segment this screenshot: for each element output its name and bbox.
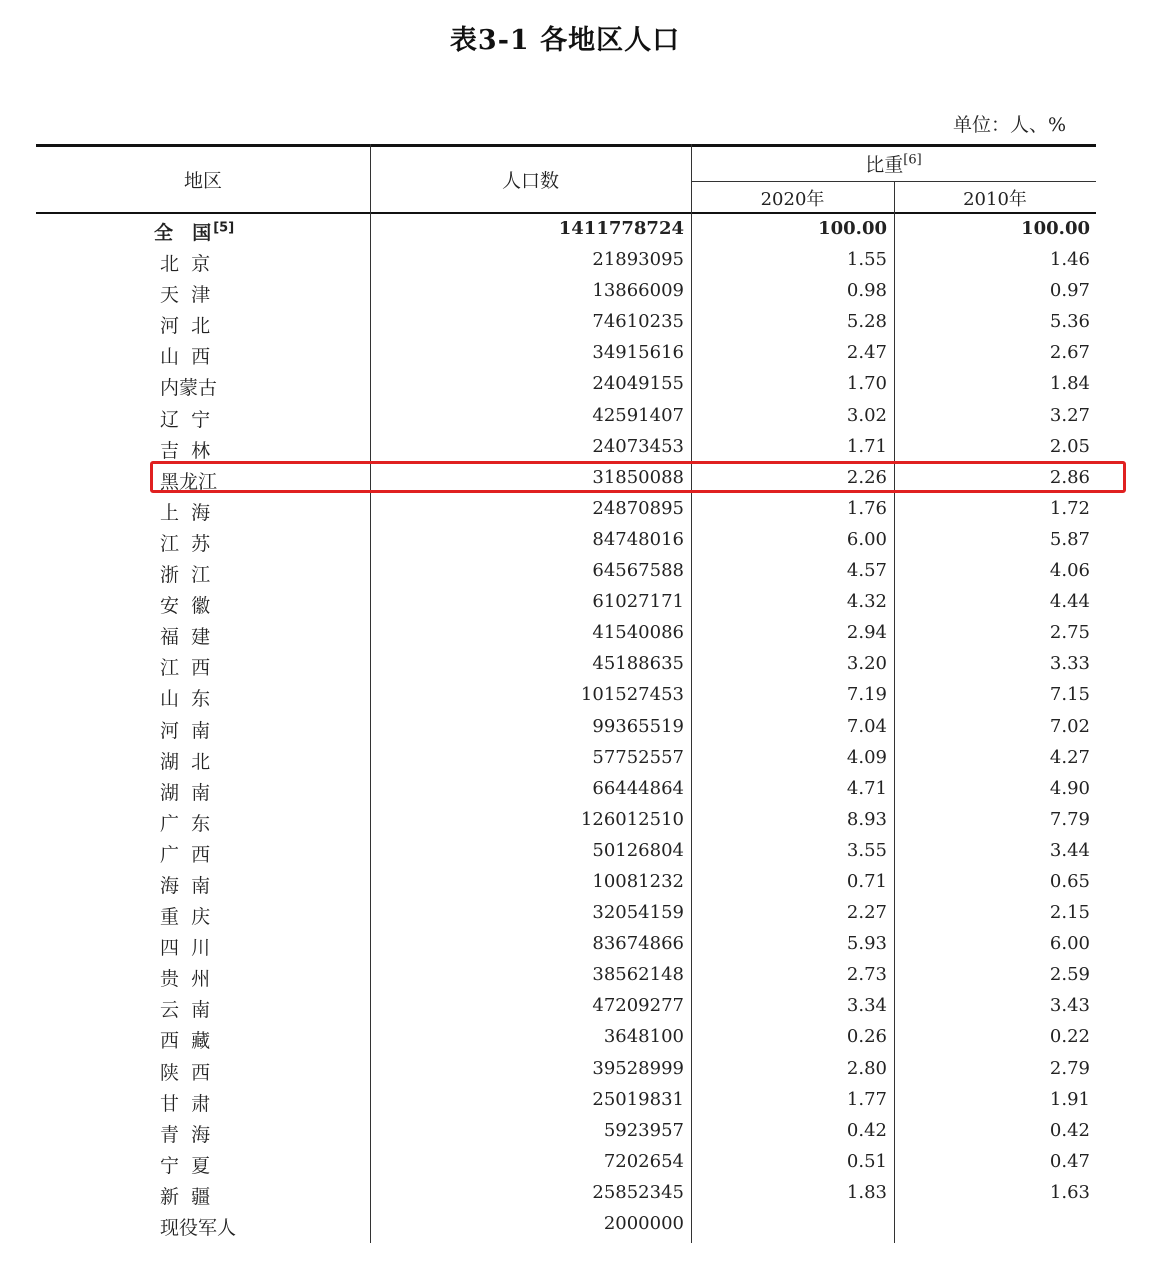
population-value: 24049155 xyxy=(592,373,684,395)
table-row xyxy=(36,836,1096,867)
share-2010-value: 7.15 xyxy=(1049,684,1090,706)
share-2020-value: 5.28 xyxy=(846,311,887,333)
table-row xyxy=(36,1022,1096,1053)
population-value: 74610235 xyxy=(592,311,684,333)
share-2020-value: 1.70 xyxy=(846,373,887,395)
header-year-2010: 2010年 xyxy=(963,189,1027,210)
region-name: 河 南 xyxy=(160,719,211,742)
share-2010-value: 5.87 xyxy=(1049,528,1090,550)
share-2020-value: 2.73 xyxy=(846,964,887,986)
share-2010-value: 4.27 xyxy=(1049,746,1090,768)
share-2020-value: 1.71 xyxy=(846,435,887,457)
share-2020-value: 0.26 xyxy=(846,1026,887,1048)
share-2010-value: 1.91 xyxy=(1049,1088,1090,1110)
region-name: 贵 州 xyxy=(160,968,211,991)
share-2020-value: 2.26 xyxy=(846,466,887,488)
share-2020-value: 2.47 xyxy=(846,342,887,364)
share-2010-value: 4.44 xyxy=(1049,591,1090,613)
share-2020-value: 2.94 xyxy=(846,622,887,644)
population-value: 41540086 xyxy=(592,622,684,644)
region-name: 重 庆 xyxy=(160,906,211,929)
share-2020-value: 2.27 xyxy=(846,902,887,924)
share-2020-value: 3.34 xyxy=(846,995,887,1017)
region-name: 辽 宁 xyxy=(160,408,211,431)
header-population: 人口数 xyxy=(501,170,559,192)
share-2010-value: 2.05 xyxy=(1049,435,1090,457)
table-row xyxy=(36,774,1096,805)
share-2010-value: 4.06 xyxy=(1049,560,1090,582)
region-name: 江 西 xyxy=(160,657,211,680)
table-row xyxy=(36,1116,1096,1147)
population-value: 42591407 xyxy=(592,404,684,426)
table-row xyxy=(36,805,1096,836)
total-label: 全 国 xyxy=(154,222,214,244)
share-2020-value: 0.42 xyxy=(846,1119,887,1141)
share-2010-value: 2.86 xyxy=(1049,466,1090,488)
share-2020-value: 7.04 xyxy=(846,715,887,737)
table-row xyxy=(36,712,1096,743)
table-row xyxy=(36,1054,1096,1085)
region-name: 新 疆 xyxy=(160,1185,211,1208)
header-share-note: [6] xyxy=(903,152,922,168)
share-2010-value: 3.33 xyxy=(1049,653,1090,675)
region-name: 山 东 xyxy=(160,688,211,711)
share-2020-value: 5.93 xyxy=(846,933,887,955)
population-value: 25852345 xyxy=(592,1181,684,1203)
share-2020-value: 0.71 xyxy=(846,870,887,892)
share-2020-value: 4.71 xyxy=(846,777,887,799)
population-value: 7202654 xyxy=(603,1150,684,1172)
region-name: 云 南 xyxy=(160,999,211,1022)
region-name: 甘 肃 xyxy=(160,1092,211,1115)
share-2010-value: 2.59 xyxy=(1049,964,1090,986)
region-name: 现役军人 xyxy=(160,1217,237,1239)
share-2020-value: 6.00 xyxy=(846,528,887,550)
share-2010-value: 2.15 xyxy=(1049,902,1090,924)
share-2010-value: 0.47 xyxy=(1049,1150,1090,1172)
region-name: 西 藏 xyxy=(160,1030,211,1053)
share-2020-value: 1.83 xyxy=(846,1181,887,1203)
share-2010-value: 2.75 xyxy=(1049,622,1090,644)
population-value: 50126804 xyxy=(592,839,684,861)
table-row xyxy=(36,494,1096,525)
region-name: 黑龙江 xyxy=(160,470,218,493)
region-name: 青 海 xyxy=(160,1123,211,1146)
population-value: 5923957 xyxy=(603,1119,684,1141)
table-row xyxy=(36,991,1096,1022)
header-share xyxy=(691,150,1096,177)
population-value: 21893095 xyxy=(592,249,684,271)
population-value: 25019831 xyxy=(592,1088,684,1110)
population-value: 101527453 xyxy=(580,684,684,706)
share-2020-value: 3.55 xyxy=(846,839,887,861)
share-2010-value: 0.42 xyxy=(1049,1119,1090,1141)
table-row xyxy=(36,369,1096,400)
region-name xyxy=(154,218,234,245)
share-2010-value: 1.72 xyxy=(1049,497,1090,519)
table-row xyxy=(36,401,1096,432)
share-2010-value: 4.90 xyxy=(1049,777,1090,799)
total-note: [5] xyxy=(213,220,235,236)
table-row xyxy=(36,1209,1096,1240)
population-value: 39528999 xyxy=(592,1057,684,1079)
region-name: 天 津 xyxy=(160,284,211,307)
region-name: 陕 西 xyxy=(160,1061,211,1084)
population-value: 126012510 xyxy=(580,808,684,830)
table-row xyxy=(36,743,1096,774)
share-2010-value: 3.44 xyxy=(1049,839,1090,861)
share-2020-value: 1.55 xyxy=(846,249,887,271)
table-row xyxy=(36,680,1096,711)
table-row xyxy=(36,1085,1096,1116)
share-2020-value: 0.51 xyxy=(846,1150,887,1172)
share-2020-value: 2.80 xyxy=(846,1057,887,1079)
region-name: 上 海 xyxy=(160,501,211,524)
population-value: 10081232 xyxy=(592,870,684,892)
population-value: 34915616 xyxy=(592,342,684,364)
region-name: 安 徽 xyxy=(160,595,211,618)
region-name: 吉 林 xyxy=(160,439,211,462)
table-row xyxy=(36,276,1096,307)
region-name: 山 西 xyxy=(160,346,211,369)
table-row xyxy=(36,245,1096,276)
share-2010-value: 1.84 xyxy=(1049,373,1090,395)
region-name: 内蒙古 xyxy=(160,377,218,400)
region-name: 湖 北 xyxy=(160,750,211,773)
share-2010-value: 3.27 xyxy=(1049,404,1090,426)
population-value: 83674866 xyxy=(592,933,684,955)
table-title: 表3-1 各地区人口 xyxy=(449,25,681,56)
population-value: 1411778724 xyxy=(558,218,684,239)
region-name: 江 苏 xyxy=(160,532,211,555)
share-2020-value: 3.20 xyxy=(846,653,887,675)
table-body xyxy=(36,214,1096,1240)
header-share-label: 比重 xyxy=(865,154,904,176)
share-2010-value: 2.67 xyxy=(1049,342,1090,364)
population-value: 84748016 xyxy=(592,528,684,550)
share-2010-value: 0.22 xyxy=(1049,1026,1090,1048)
share-2010-value: 3.43 xyxy=(1049,995,1090,1017)
share-2010-value: 0.97 xyxy=(1049,280,1090,302)
population-value: 3648100 xyxy=(603,1026,684,1048)
table-row xyxy=(36,867,1096,898)
region-name: 广 东 xyxy=(160,812,211,835)
share-2020-value: 4.32 xyxy=(846,591,887,613)
population-value: 24870895 xyxy=(592,497,684,519)
region-name: 广 西 xyxy=(160,843,211,866)
share-2010-value: 0.65 xyxy=(1049,870,1090,892)
share-2010-value: 5.36 xyxy=(1049,311,1090,333)
region-name: 宁 夏 xyxy=(160,1154,211,1177)
share-2010-value: 6.00 xyxy=(1049,933,1090,955)
table-row xyxy=(36,1178,1096,1209)
region-name: 湖 南 xyxy=(160,781,211,804)
share-2020-value: 4.09 xyxy=(846,746,887,768)
table-row xyxy=(36,338,1096,369)
population-value: 64567588 xyxy=(592,560,684,582)
population-value: 32054159 xyxy=(592,902,684,924)
share-2020-value: 4.57 xyxy=(846,560,887,582)
region-name: 海 南 xyxy=(160,874,211,897)
share-2020-value: 0.98 xyxy=(846,280,887,302)
table-row xyxy=(36,618,1096,649)
table-row xyxy=(36,587,1096,618)
table-row xyxy=(36,898,1096,929)
share-2010-value: 100.00 xyxy=(1021,218,1090,239)
table-row xyxy=(36,556,1096,587)
table-top-rule xyxy=(36,144,1096,147)
table-row-total xyxy=(36,214,1096,245)
population-value: 66444864 xyxy=(592,777,684,799)
share-2010-value: 1.46 xyxy=(1049,249,1090,271)
population-value: 2000000 xyxy=(603,1213,684,1234)
unit-label: 单位：人、% xyxy=(952,114,1066,136)
region-name: 福 建 xyxy=(160,626,211,649)
share-2010-value: 7.02 xyxy=(1049,715,1090,737)
table-row xyxy=(36,929,1096,960)
header-year-2020: 2020年 xyxy=(760,189,825,210)
population-value: 31850088 xyxy=(592,466,684,488)
population-value: 57752557 xyxy=(592,746,684,768)
share-2020-value: 7.19 xyxy=(846,684,887,706)
table-row xyxy=(36,432,1096,463)
share-2020-value: 100.00 xyxy=(818,218,887,239)
region-name: 四 川 xyxy=(160,937,211,960)
header-region: 地区 xyxy=(183,170,222,192)
population-value: 61027171 xyxy=(592,591,684,613)
share-2010-value: 1.63 xyxy=(1049,1181,1090,1203)
share-2020-value: 3.02 xyxy=(846,404,887,426)
share-2020-value: 1.77 xyxy=(846,1088,887,1110)
table-row xyxy=(36,1147,1096,1178)
population-value: 38562148 xyxy=(592,964,684,986)
highlight-box xyxy=(150,461,1126,493)
population-value: 13866009 xyxy=(592,280,684,302)
share-2010-value: 2.79 xyxy=(1049,1057,1090,1079)
share-2020-value: 8.93 xyxy=(846,808,887,830)
region-name: 北 京 xyxy=(160,253,211,276)
share-2020-value: 1.76 xyxy=(846,497,887,519)
population-value: 24073453 xyxy=(592,435,684,457)
table-row xyxy=(36,649,1096,680)
region-name: 河 北 xyxy=(160,315,211,338)
population-value: 47209277 xyxy=(592,995,684,1017)
table-row xyxy=(36,307,1096,338)
share-2010-value: 7.79 xyxy=(1049,808,1090,830)
population-value: 99365519 xyxy=(592,715,684,737)
table-row xyxy=(36,525,1096,556)
population-value: 45188635 xyxy=(592,653,684,675)
table-row xyxy=(36,960,1096,991)
region-name: 浙 江 xyxy=(160,564,211,587)
